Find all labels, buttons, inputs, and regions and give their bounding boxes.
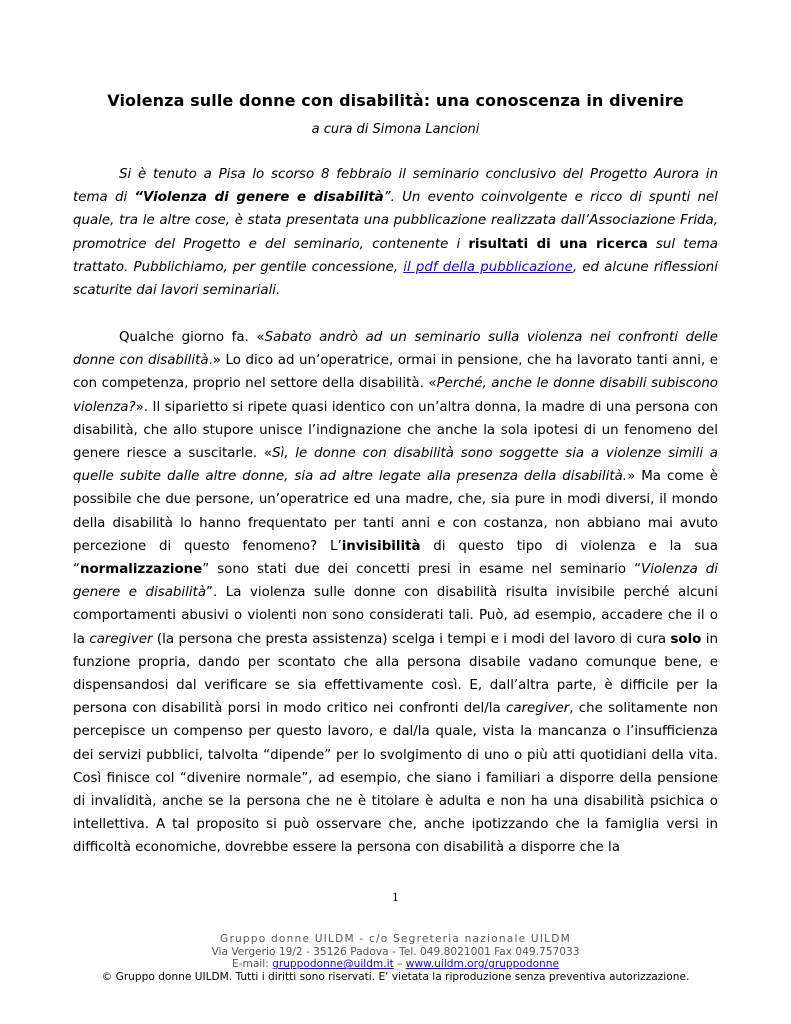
intro-bold-research-results: risultati di una ricerca — [468, 236, 648, 252]
body-text: ” sono stati due dei concetti presi in esame nel seminario “ — [202, 562, 642, 578]
body-quote-seminar: Sabato andrò ad un seminario sulla violenza nei confronti delle donne con disabilità — [73, 330, 718, 369]
footer-separator: – — [393, 958, 406, 971]
footer-address: Via Vergerio 19/2 - 35126 Padova - Tel. 049.8021001 Fax 049.757033 — [211, 945, 580, 958]
footer-contacts — [0, 958, 791, 971]
footer-copyright: © Gruppo donne UILDM. Tutti i diritti sono riservati. E’ vietata la riproduzione senza preventiva autorizzazione. — [101, 970, 690, 983]
intro-text-3: ”. Un evento coinvolgente e ricco di spunti nel quale, tra le altre cose, è stata presentata una pubblicazione realizzata dall’Associazione Frida, promotrice del Progetto e del seminario, contenente i — [73, 190, 718, 252]
body-text: ”. La violenza sulle donne con disabilità risulta invisibile perché alcuni comportamenti abusivi o violenti non sono considerati tali. Può, ad esempio, accadere che il o la — [73, 585, 718, 647]
body-italic-seminar-title: Violenza di genere e disabilità — [73, 562, 719, 601]
body-text: .» Lo dico ad un’operatrice, ormai in pensione, che ha lavorato tanti anni, e con competenza, proprio nel settore della disabilità. « — [73, 353, 718, 392]
footer-website-link[interactable]: www.uildm.org/gruppodonne — [405, 958, 560, 971]
body-text: , che solitamente non percepisce un compenso per questo lavoro, e dal/la quale, vista la mancanza o l’insufficienza dei servizi pubblici, talvolta “dipende” per lo svolgimento di uno o più atti quotidiani della vita. Così finisce col “divenire normale”, ad esempio, che siano i familiari a disporre della pensione di invalidità, anche se la persona che ne è titolare è adulta e non ha una disabilità psichica o intellettiva. A tal proposito si può osservare che, anche ipotizzando che la famiglia versi in difficoltà economiche, dovrebbe essere la persona con disabilità a disporre che la — [73, 701, 718, 856]
document-title: Violenza sulle donne con disabilità: una conoscenza in divenire — [107, 91, 684, 110]
intro-text-5: sul tema trattato. Pubblichiamo, per gentile concessione, — [73, 236, 718, 275]
body-text: Qualche giorno fa. « — [119, 330, 265, 345]
body-quote-answer: Sì, le donne con disabilità sono soggette sia a violenze simili a quelle subite dalle altre donne, sia ad altre legate alla presenza della disabilità. — [73, 446, 719, 485]
body-text: » Ma come è possibile che due persone, un’operatrice ed una madre, che, sia pure in modi diversi, il mondo della disabilità lo hanno frequentato per tanti anni e con costanza, non abbiano mai avuto percezione di questo fenomeno? L’ — [73, 469, 719, 554]
footer-organization: Gruppo donne UILDM - c/o Segreteria nazionale UILDM — [220, 933, 571, 945]
intro-text-6: , ed alcune riflessioni scaturite dai lavori seminariali. — [73, 259, 719, 299]
body-text: (la persona che presta assistenza) scelga i tempi e i modi del lavoro di cura — [152, 631, 671, 647]
body-bold-solo: solo — [670, 631, 702, 647]
body-text: in funzione propria, dando per scontato che alla persona disabile vadano comunque bene, e dispensandosi dal verificare se sia effettivamente così. E, dall’altra parte, è difficile per la persona con disabilità porsi in modo critico nei confronti del/la — [73, 631, 718, 717]
body-italic-caregiver: caregiver — [505, 701, 570, 717]
body-quote-question: Perché, anche le donne disabili subiscono violenza? — [73, 376, 718, 415]
body-bold-invisibility: invisibilità — [341, 538, 421, 554]
intro-paragraph — [73, 163, 718, 302]
footer-email-label: E-mail: — [231, 958, 273, 971]
publication-pdf-link[interactable]: il pdf della pubblicazione — [403, 259, 573, 275]
intro-bold-event-title: “Violenza di genere e disabilità — [134, 190, 384, 206]
body-bold-normalization: normalizzazione — [79, 562, 203, 578]
page-footer — [0, 933, 791, 983]
page-number: 1 — [392, 891, 399, 904]
author-byline: a cura di Simona Lancioni — [311, 122, 480, 137]
footer-email-link[interactable]: gruppodonne@uildm.it — [272, 958, 394, 971]
intro-text-1: Si è tenuto a Pisa lo scorso 8 febbraio il seminario conclusivo del Progetto Aurora in tema di — [73, 167, 718, 206]
body-paragraph — [73, 326, 718, 860]
body-text: ». Il siparietto si ripete quasi identico con un’altra donna, la madre di una persona con disabilità, che allo stupore unisce l’indignazione che anche la sola ipotesi di un fenomeno del genere riesce a suscitarle. « — [73, 399, 718, 462]
body-text: di questo tipo di violenza e la sua “ — [73, 538, 718, 578]
body-italic-caregiver: caregiver — [89, 631, 153, 647]
